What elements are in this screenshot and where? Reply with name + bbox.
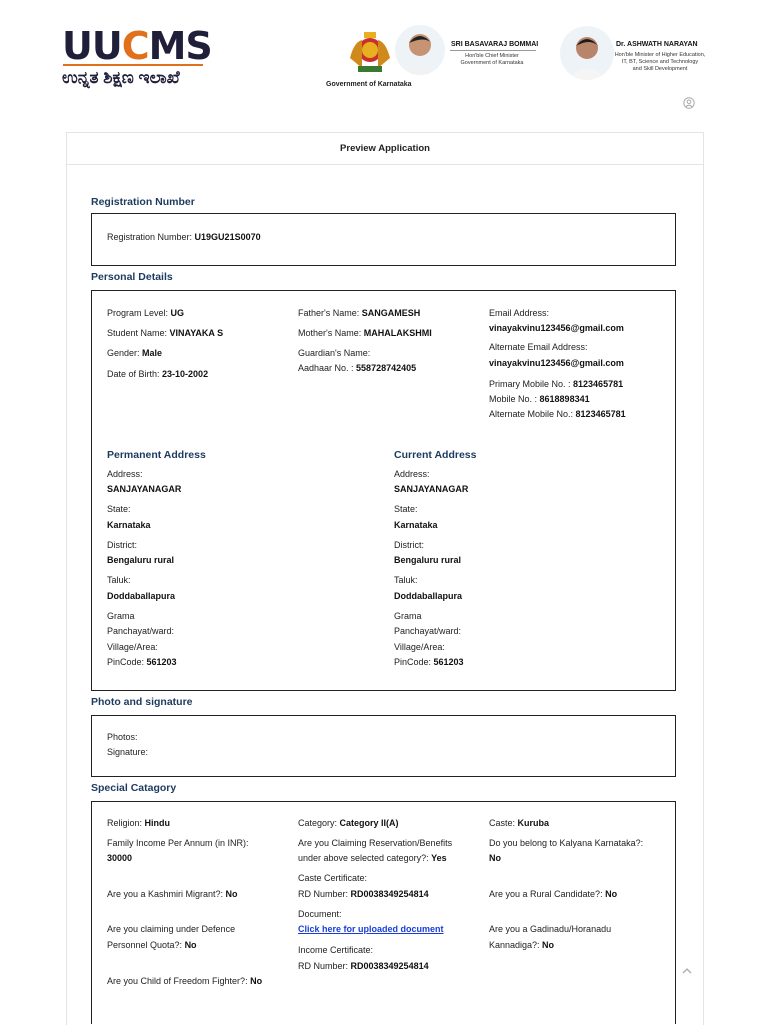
gender: [107, 348, 162, 359]
curr-village-label: Village/Area:: [394, 642, 445, 652]
aadhaar-number: [298, 363, 416, 374]
leader1-title: [446, 53, 538, 67]
special-category-box: [91, 801, 676, 1024]
primary-mobile: [489, 379, 623, 390]
current-address-title: Current Address: [394, 449, 477, 461]
mother-name: [298, 328, 432, 339]
alt-mobile-value: 8123465781: [575, 409, 626, 419]
curr-district-value: [394, 555, 461, 566]
caste-certificate-label: Caste Certificate:: [298, 873, 368, 883]
alt-mobile: [489, 409, 626, 420]
gender-label: Gender:: [107, 348, 143, 358]
uucms-logo[interactable]: [62, 26, 212, 66]
curr-pincode-value: 561203: [433, 657, 464, 667]
dob-value: 23-10-2002: [162, 369, 209, 379]
chevron-up-icon[interactable]: [681, 966, 693, 976]
caste-rd-label: RD Number:: [298, 889, 351, 899]
program-level-value: UG: [170, 308, 185, 318]
curr-state-label: State:: [394, 504, 418, 514]
leader1-name: SRI BASAVARAJ BOMMAI: [451, 41, 539, 48]
registration-section-title: Registration Number: [91, 196, 195, 208]
mobile-value: 8618898341: [539, 394, 590, 404]
leader2-title: [612, 52, 708, 73]
perm-address-value: [107, 484, 181, 495]
rural-candidate: [489, 889, 617, 900]
curr-grama-label: Grama: [394, 611, 422, 621]
mother-label: Mother's Name:: [298, 328, 364, 338]
aadhaar-value: 558728742405: [356, 363, 417, 373]
gadinadu-label-1: Are you a Gadinadu/Horanadu: [489, 924, 612, 934]
mobile-label: Mobile No. :: [489, 394, 540, 404]
date-of-birth: [107, 369, 208, 380]
defence-value: No: [184, 940, 197, 950]
registration-value: U19GU21S0070: [194, 232, 261, 242]
program-level: [107, 308, 184, 319]
perm-state-value: [107, 520, 151, 531]
kashmiri-migrant: [107, 889, 238, 900]
father-value: SANGAMESH: [361, 308, 421, 318]
freedom-value: No: [250, 976, 263, 986]
curr-taluk-value: [394, 591, 462, 602]
personal-details-box: [91, 290, 676, 691]
government-label: Government of Karnataka: [326, 81, 412, 88]
perm-taluk-text: Doddaballapura: [107, 591, 176, 601]
perm-grama-label: Grama: [107, 611, 135, 621]
perm-district-label: District:: [107, 540, 137, 550]
perm-district-text: Bengaluru rural: [107, 555, 175, 565]
curr-address-label: Address:: [394, 469, 430, 479]
reservation-value: Yes: [431, 853, 447, 863]
gadinadu-kannadiga: [489, 940, 554, 951]
alt-mobile-label: Alternate Mobile No.:: [489, 409, 576, 419]
father-name: [298, 308, 420, 319]
kashmiri-value: No: [225, 889, 238, 899]
perm-pincode-label: PinCode:: [107, 657, 147, 667]
perm-state-label: State:: [107, 504, 131, 514]
logo-text-2: MS: [148, 24, 212, 68]
curr-panchayat-label: Panchayat/ward:: [394, 626, 462, 636]
curr-address-text: SANJAYANAGAR: [394, 484, 469, 494]
student-name: [107, 328, 223, 339]
rural-label: Are you a Rural Candidate?:: [489, 889, 606, 899]
dob-label: Date of Birth:: [107, 369, 163, 379]
student-name-label: Student Name:: [107, 328, 170, 338]
income-rd-label: RD Number:: [298, 961, 351, 971]
gadinadu-label-2: Kannadiga?:: [489, 940, 543, 950]
curr-taluk-label: Taluk:: [394, 575, 418, 585]
perm-panchayat-label: Panchayat/ward:: [107, 626, 175, 636]
rural-value: No: [605, 889, 618, 899]
caste: [489, 818, 549, 829]
email-text: vinayakvinu123456@gmail.com: [489, 323, 624, 333]
religion-value: Hindu: [144, 818, 171, 828]
income-rd-value: RD0038349254814: [350, 961, 429, 971]
perm-pincode: [107, 657, 177, 668]
site-header: [0, 0, 768, 120]
leader2-line2: IT, BT, Science and Technology: [621, 59, 699, 65]
alt-email-label: Alternate Email Address:: [489, 342, 588, 352]
perm-district-value: [107, 555, 174, 566]
document-link-wrap: [298, 924, 444, 935]
logo-text-1: UU: [62, 24, 122, 68]
caste-value: Kuruba: [517, 818, 550, 828]
curr-pincode-label: PinCode:: [394, 657, 434, 667]
kalyana-value: [489, 853, 501, 864]
email-label: Email Address:: [489, 308, 550, 318]
defence-quota: [107, 940, 197, 951]
kalyana-label: Do you belong to Kalyana Karnataka?:: [489, 838, 644, 848]
registration-number: [107, 232, 261, 243]
defence-label-1: Are you claiming under Defence: [107, 924, 236, 934]
program-level-label: Program Level:: [107, 308, 171, 318]
gender-value: Male: [142, 348, 163, 358]
category-value: Category II(A): [339, 818, 399, 828]
family-income-text: 30000: [107, 853, 133, 863]
perm-address-label: Address:: [107, 469, 143, 479]
kashmiri-label: Are you a Kashmiri Migrant?:: [107, 889, 226, 899]
gadinadu-value: No: [542, 940, 555, 950]
leader2-line3: and Skill Development: [632, 66, 688, 72]
caste-label: Caste:: [489, 818, 518, 828]
alt-email-value: [489, 358, 624, 369]
category: [298, 818, 399, 829]
family-income-label: Family Income Per Annum (in INR):: [107, 838, 249, 848]
special-category-section-title: Special Catagory: [91, 782, 177, 794]
mobile: [489, 394, 590, 405]
logo-kannada-text: ಉನ್ನತ ಶಿಕ್ಷಣ ಇಲಾಖೆ: [62, 68, 180, 87]
photo-signature-section-title: Photo and signature: [91, 696, 193, 708]
personal-section-title: Personal Details: [91, 271, 173, 283]
religion: [107, 818, 170, 829]
photo-signature-box: [91, 715, 676, 777]
category-label: Category:: [298, 818, 340, 828]
curr-district-text: Bengaluru rural: [394, 555, 462, 565]
income-certificate-label: Income Certificate:: [298, 945, 374, 955]
curr-district-label: District:: [394, 540, 424, 550]
leader1-line2: Government of Karnataka: [460, 60, 524, 66]
defence-label-2: Personnel Quota?:: [107, 940, 185, 950]
curr-pincode: [394, 657, 464, 668]
alt-email-text: vinayakvinu123456@gmail.com: [489, 358, 624, 368]
primary-mobile-value: 8123465781: [573, 379, 624, 389]
primary-mobile-label: Primary Mobile No. :: [489, 379, 574, 389]
perm-pincode-value: 561203: [146, 657, 177, 667]
caste-rd-number: [298, 889, 429, 900]
leader1-line1: Hon'ble Chief Minister: [465, 53, 519, 59]
perm-state-text: Karnataka: [107, 520, 151, 530]
family-income-value: [107, 853, 132, 864]
aadhaar-label: Aadhaar No. :: [298, 363, 357, 373]
freedom-fighter: [107, 976, 262, 987]
logo-text-o: C: [121, 24, 149, 68]
freedom-label: Are you Child of Freedom Fighter?:: [107, 976, 251, 986]
kalyana-text: No: [489, 853, 501, 863]
curr-address-value: [394, 484, 468, 495]
permanent-address-title: Permanent Address: [107, 449, 206, 461]
perm-address-text: SANJAYANAGAR: [107, 484, 182, 494]
leader1-divider: [450, 50, 536, 51]
father-label: Father's Name:: [298, 308, 362, 318]
photos-label: Photos:: [107, 732, 138, 742]
income-rd-number: [298, 961, 429, 972]
mother-value: MAHALAKSHMI: [363, 328, 432, 338]
reservation-label-2: under above selected category?:: [298, 853, 432, 863]
email-value: [489, 323, 624, 334]
reservation-claim: [298, 853, 447, 864]
uploaded-document-link[interactable]: Click here for uploaded document: [298, 924, 444, 934]
chief-minister-portrait: [395, 25, 445, 75]
minister-portrait: [560, 26, 614, 80]
page-title: Preview Application: [67, 133, 703, 165]
caste-rd-value: RD0038349254814: [350, 889, 429, 899]
karnataka-emblem-icon: [344, 28, 396, 80]
signature-label: Signature:: [107, 747, 149, 757]
religion-label: Religion:: [107, 818, 145, 828]
curr-state-value: [394, 520, 438, 531]
leader2-name: Dr. ASHWATH NARAYAN: [616, 41, 698, 48]
leader2-line1: Hon'ble Minister of Higher Education,: [614, 52, 706, 58]
curr-state-text: Karnataka: [394, 520, 438, 530]
reservation-label-1: Are you Claiming Reservation/Benefits: [298, 838, 453, 848]
guardian-name: Guardian's Name:: [298, 348, 371, 358]
perm-taluk-label: Taluk:: [107, 575, 131, 585]
curr-taluk-text: Doddaballapura: [394, 591, 463, 601]
registration-label: Registration Number:: [107, 232, 195, 242]
user-circle-icon[interactable]: [683, 97, 695, 109]
perm-taluk-value: [107, 591, 175, 602]
student-name-value: VINAYAKA S: [169, 328, 224, 338]
perm-village-label: Village/Area:: [107, 642, 158, 652]
registration-box: [91, 213, 676, 266]
document-label: Document:: [298, 909, 342, 919]
